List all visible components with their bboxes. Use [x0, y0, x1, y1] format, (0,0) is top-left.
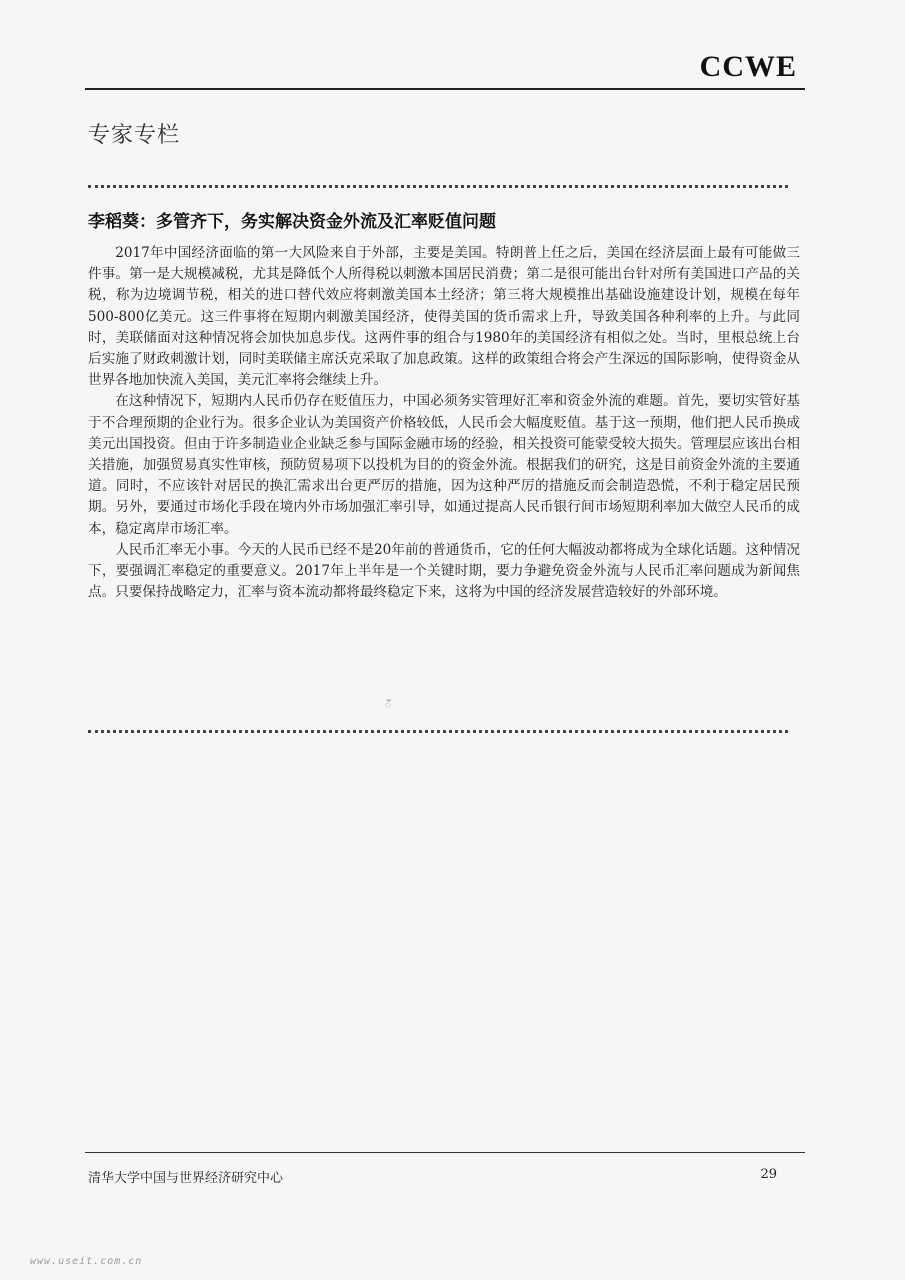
site-watermark: www.useit.com.cn: [30, 1256, 143, 1267]
paragraph-3: 人民币汇率无小事。今天的人民币已经不是20年前的普通货币，它的任何大幅波动都将成为全球化话题。这种情况下，要强调汇率稳定的重要意义。2017年上半年是一个关键时期，要力争避免资金外流与人民币汇率问题成为新闻焦点。只要保持战略定力，汇率与资本流动都将最终稳定下来，这将为中国的经济发展营造较好的外部环境。: [88, 541, 800, 601]
paragraph-1: 2017年中国经济面临的第一大风险来自于外部，主要是美国。特朗普上任之后，美国在经济层面上最有可能做三件事。第一是大规模减税，尤其是降低个人所得税以刺激本国居民消费；第二是很可能出台针对所有美国进口产品的关税，称为边境调节税，相关的进口替代效应将刺激美国本土经济；第三将大规模推出基础设施建设计划，规模在每年500-800亿美元。这三件事将在短期内刺激美国经济，使得美国的货币需求上升，导致美国各种利率的上升。与此同时，美联储面对这种情况将会加快加息步伐。这两件事的组合与1980年的美国经济有相似之处。当时，里根总统上台后实施了财政刺激计划，同时美联储主席沃克采取了加息政策。这样的政策组合将会产生深远的国际影响，使得资金从世界各地加快流入美国，美元汇率将会继续上升。: [88, 245, 800, 389]
footer-rule: [85, 1152, 805, 1153]
paragraph-2: 在这种情况下，短期内人民币仍存在贬值压力，中国必须务实管理好汇率和资金外流的难题。首先，要切实管好基于不合理预期的企业行为。很多企业认为美国资产价格较低，人民币会大幅度贬值。基于这一预期，他们把人民币换成美元出国投资。但由于许多制造业企业缺乏参与国际金融市场的经验，相关投资可能蒙受较大损失。管理层应该出台相关措施，加强贸易真实性审核，预防贸易项下以投机为目的的资金外流。根据我们的研究，这是目前资金外流的主要通道。同时，不应该针对居民的换汇需求出台更严厉的措施，因为这种严厉的措施反而会制造恐慌，不利于稳定居民预期。另外，要通过市场化手段在境内外市场加强汇率引导，如通过提高人民币银行间市场短期利率加大做空人民币的成本，稳定离岸市场汇率。: [88, 393, 800, 537]
stray-mark: ॅ: [385, 700, 391, 711]
bottom-dotted-divider: [88, 730, 788, 733]
footer-institution: 清华大学中国与世界经济研究中心: [88, 1171, 284, 1186]
top-dotted-divider: [88, 185, 788, 188]
article-title: 李稻葵：多管齐下，务实解决资金外流及汇率贬值问题: [88, 212, 496, 232]
article-body: [88, 243, 800, 603]
page-number: 29: [760, 1167, 777, 1182]
header-rule: [85, 88, 805, 90]
section-title: 专家专栏: [88, 123, 181, 148]
ccwe-logo: CCWE: [699, 50, 797, 83]
